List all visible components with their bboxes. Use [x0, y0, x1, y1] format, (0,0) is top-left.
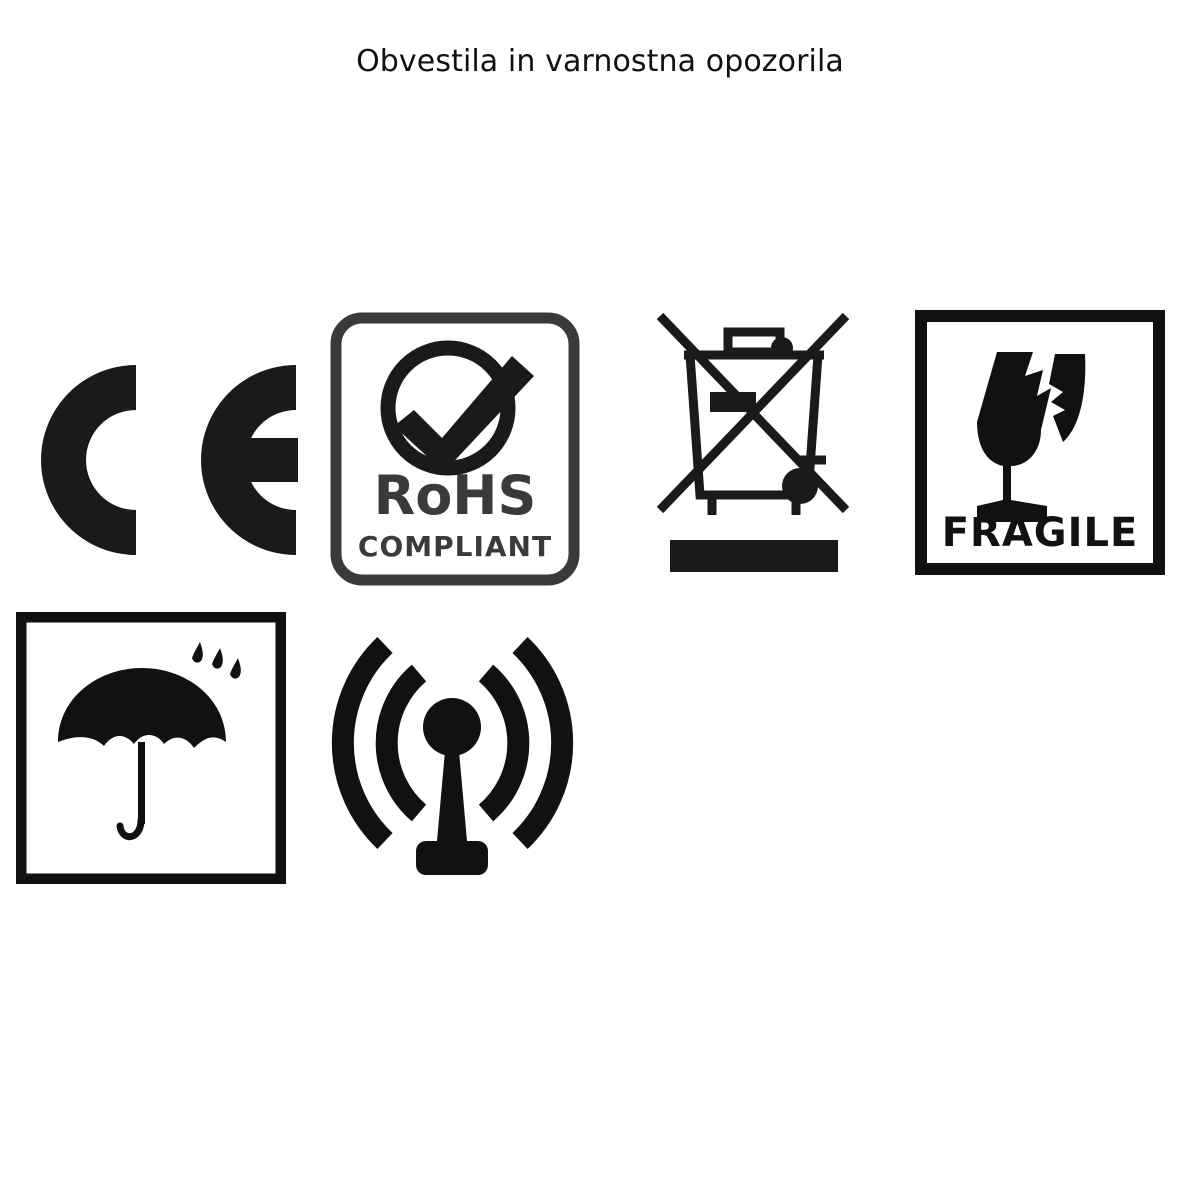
page-title: Obvestila in varnostna opozorila — [356, 44, 844, 79]
ce-marking-icon — [18, 330, 308, 590]
wireless-antenna-icon — [315, 605, 590, 885]
crossed-out-wheelie-bin-icon — [650, 300, 855, 600]
fragile-label: FRAGILE — [941, 510, 1139, 556]
rohs-label-bottom: COMPLIANT — [357, 530, 553, 563]
rohs-compliant-icon — [330, 310, 580, 590]
keep-dry-umbrella-icon — [16, 612, 286, 884]
rohs-label-top: RoHS — [373, 464, 537, 527]
fragile-glass-icon — [915, 310, 1165, 575]
